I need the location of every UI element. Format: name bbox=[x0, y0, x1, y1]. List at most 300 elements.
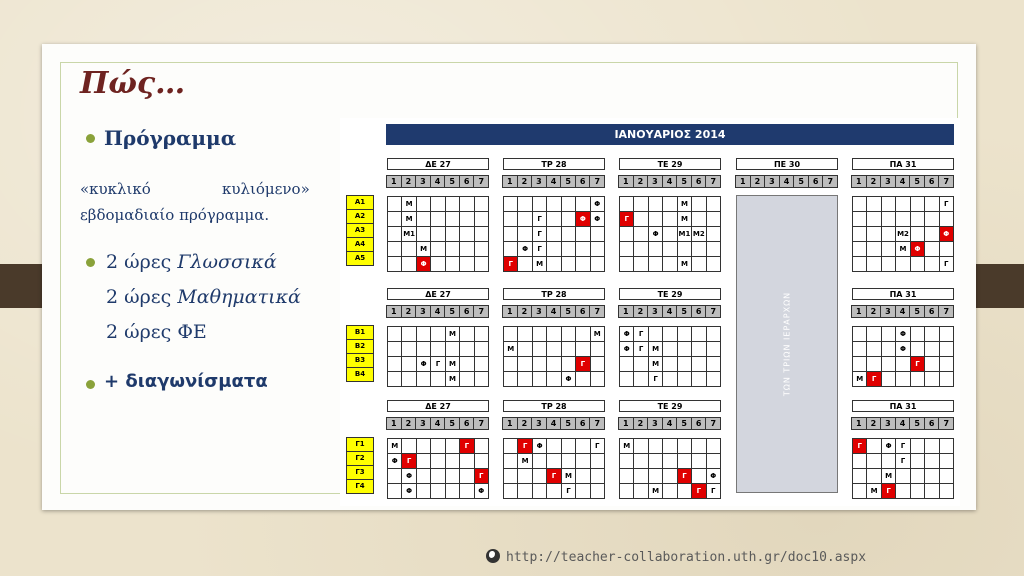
lesson-cell bbox=[504, 439, 518, 454]
class-label: Α4 bbox=[346, 237, 374, 252]
period-header-row bbox=[503, 175, 605, 188]
lesson-cell bbox=[896, 469, 910, 484]
lesson-cell bbox=[663, 372, 677, 387]
subject-math: Μαθηματικά bbox=[177, 286, 301, 308]
test-cell: Γ bbox=[911, 357, 925, 372]
lesson-cell bbox=[388, 227, 402, 242]
day-title: ΔΕ 27 bbox=[387, 288, 489, 300]
lesson-cell bbox=[402, 357, 416, 372]
period-number: 1 bbox=[618, 417, 634, 430]
lesson-cell bbox=[547, 357, 561, 372]
lesson-cell bbox=[911, 257, 925, 272]
class-label-column bbox=[346, 438, 374, 494]
lesson-cell bbox=[388, 357, 402, 372]
lesson-cell bbox=[707, 342, 721, 357]
lesson-cell bbox=[649, 257, 663, 272]
lesson-cell: Μ bbox=[446, 372, 460, 387]
lesson-cell bbox=[940, 469, 954, 484]
lesson-cell bbox=[475, 439, 489, 454]
lesson-cell bbox=[663, 242, 677, 257]
lesson-cell bbox=[853, 257, 867, 272]
lesson-cell bbox=[460, 357, 474, 372]
lesson-cell bbox=[460, 257, 474, 272]
period-header-row bbox=[852, 305, 954, 318]
test-cell: Γ bbox=[692, 484, 706, 499]
lesson-cell bbox=[576, 327, 590, 342]
class-label: Γ3 bbox=[346, 465, 374, 480]
lesson-cell: Μ bbox=[417, 242, 431, 257]
lesson-cell bbox=[707, 372, 721, 387]
lesson-cell bbox=[388, 469, 402, 484]
period-number: 7 bbox=[705, 417, 721, 430]
lesson-cell: Φ bbox=[620, 342, 634, 357]
lesson-cell bbox=[562, 357, 576, 372]
lesson-cell: Φ bbox=[518, 242, 532, 257]
period-number: 4 bbox=[895, 175, 911, 188]
lesson-cell: Μ2 bbox=[692, 227, 706, 242]
day-title: ΠΕ 30 bbox=[736, 158, 838, 170]
period-number: 5 bbox=[444, 417, 460, 430]
lesson-cell bbox=[620, 197, 634, 212]
lesson-cell bbox=[504, 484, 518, 499]
lesson-cell bbox=[896, 257, 910, 272]
lesson-cell bbox=[649, 197, 663, 212]
lesson-cell bbox=[940, 454, 954, 469]
lesson-cell bbox=[663, 227, 677, 242]
lesson-cell bbox=[867, 357, 881, 372]
period-number: 6 bbox=[691, 417, 707, 430]
lesson-cell bbox=[417, 454, 431, 469]
lesson-cell bbox=[504, 227, 518, 242]
period-number: 5 bbox=[444, 305, 460, 318]
test-cell: Γ bbox=[576, 357, 590, 372]
lesson-cell: Μ bbox=[678, 212, 692, 227]
lesson-cell bbox=[417, 372, 431, 387]
day-title: ΤΡ 28 bbox=[503, 288, 605, 300]
lesson-cell bbox=[620, 242, 634, 257]
lesson-cell bbox=[591, 454, 605, 469]
lesson-cell bbox=[431, 212, 445, 227]
lesson-cell bbox=[431, 342, 445, 357]
lesson-cell bbox=[518, 212, 532, 227]
day-title: ΤΡ 28 bbox=[503, 158, 605, 170]
lesson-cell bbox=[475, 357, 489, 372]
slide-title: Πώς… bbox=[80, 66, 186, 101]
period-number: 6 bbox=[575, 417, 591, 430]
lesson-cell bbox=[504, 357, 518, 372]
class-label: Β3 bbox=[346, 353, 374, 368]
day-title: ΠΑ 31 bbox=[852, 288, 954, 300]
lesson-cell bbox=[634, 439, 648, 454]
lesson-cell bbox=[925, 197, 939, 212]
day-title: ΠΑ 31 bbox=[852, 400, 954, 412]
lesson-cell bbox=[692, 439, 706, 454]
lesson-cell bbox=[431, 439, 445, 454]
lesson-cell bbox=[431, 257, 445, 272]
lesson-cell bbox=[475, 227, 489, 242]
lesson-cell bbox=[911, 327, 925, 342]
test-cell: Γ bbox=[475, 469, 489, 484]
lesson-cell: Μ bbox=[649, 357, 663, 372]
lesson-cell bbox=[504, 372, 518, 387]
lesson-cell: Φ bbox=[591, 197, 605, 212]
test-cell: Γ bbox=[867, 372, 881, 387]
period-number: 7 bbox=[822, 175, 838, 188]
lesson-cell: Φ bbox=[620, 327, 634, 342]
lesson-cell bbox=[707, 454, 721, 469]
period-number: 6 bbox=[924, 305, 940, 318]
lesson-cell bbox=[431, 469, 445, 484]
lesson-cell: Μ bbox=[446, 357, 460, 372]
lesson-cell bbox=[533, 342, 547, 357]
period-number: 1 bbox=[502, 305, 518, 318]
lesson-cell: Γ bbox=[634, 327, 648, 342]
period-number: 4 bbox=[546, 175, 562, 188]
period-number: 2 bbox=[866, 305, 882, 318]
period-number: 3 bbox=[880, 175, 896, 188]
lesson-cell bbox=[562, 342, 576, 357]
period-number: 7 bbox=[938, 417, 954, 430]
lesson-cell bbox=[882, 454, 896, 469]
period-number: 4 bbox=[662, 175, 678, 188]
period-number: 5 bbox=[560, 305, 576, 318]
lesson-cell bbox=[663, 342, 677, 357]
lesson-cell bbox=[446, 484, 460, 499]
class-label-column bbox=[346, 326, 374, 382]
lesson-cell: Γ bbox=[940, 257, 954, 272]
lesson-cell: Γ bbox=[649, 372, 663, 387]
lesson-cell bbox=[678, 342, 692, 357]
lesson-cell: Φ bbox=[591, 212, 605, 227]
lesson-cell bbox=[431, 327, 445, 342]
class-label: Α3 bbox=[346, 223, 374, 238]
period-number: 1 bbox=[502, 417, 518, 430]
lesson-cell bbox=[882, 342, 896, 357]
lesson-cell bbox=[925, 227, 939, 242]
day-title: ΔΕ 27 bbox=[387, 400, 489, 412]
lesson-cell bbox=[692, 257, 706, 272]
lesson-cell bbox=[620, 372, 634, 387]
lesson-cell bbox=[547, 439, 561, 454]
lesson-cell bbox=[460, 197, 474, 212]
period-number: 3 bbox=[647, 175, 663, 188]
lesson-cell bbox=[475, 372, 489, 387]
lesson-cell bbox=[388, 484, 402, 499]
lesson-cell bbox=[547, 257, 561, 272]
period-header-row bbox=[387, 305, 489, 318]
period-number: 2 bbox=[866, 417, 882, 430]
lesson-cell bbox=[504, 212, 518, 227]
schedule-grid bbox=[619, 196, 721, 272]
lesson-cell bbox=[460, 212, 474, 227]
test-cell: Γ bbox=[620, 212, 634, 227]
lesson-cell bbox=[634, 242, 648, 257]
lesson-cell bbox=[896, 484, 910, 499]
schedule-grid bbox=[387, 438, 489, 499]
subject-languages: Γλωσσικά bbox=[177, 251, 277, 273]
lesson-cell: Φ bbox=[896, 342, 910, 357]
period-header-row bbox=[619, 417, 721, 430]
lesson-cell: Μ bbox=[620, 439, 634, 454]
lesson-cell bbox=[620, 257, 634, 272]
class-label: Β2 bbox=[346, 339, 374, 354]
hours-math bbox=[106, 286, 301, 308]
lesson-cell: Γ bbox=[634, 342, 648, 357]
period-number: 4 bbox=[430, 305, 446, 318]
lesson-cell bbox=[576, 454, 590, 469]
lesson-cell: Γ bbox=[896, 454, 910, 469]
hours-languages bbox=[106, 251, 277, 273]
lesson-cell bbox=[649, 454, 663, 469]
lesson-cell bbox=[620, 454, 634, 469]
lesson-cell bbox=[475, 327, 489, 342]
lesson-cell bbox=[940, 484, 954, 499]
lesson-cell bbox=[518, 327, 532, 342]
lesson-cell: Φ bbox=[882, 439, 896, 454]
lesson-cell: Μ2 bbox=[896, 227, 910, 242]
lesson-cell bbox=[911, 212, 925, 227]
lesson-cell bbox=[417, 327, 431, 342]
lesson-cell: Φ bbox=[649, 227, 663, 242]
lesson-cell bbox=[475, 197, 489, 212]
lesson-cell bbox=[911, 227, 925, 242]
lesson-cell bbox=[562, 327, 576, 342]
lesson-cell: Φ bbox=[562, 372, 576, 387]
lesson-cell bbox=[678, 439, 692, 454]
lesson-cell bbox=[417, 342, 431, 357]
lesson-cell bbox=[518, 227, 532, 242]
lesson-cell bbox=[678, 372, 692, 387]
period-header-row bbox=[619, 305, 721, 318]
lesson-cell bbox=[402, 242, 416, 257]
period-header-row bbox=[736, 175, 838, 188]
period-number: 7 bbox=[705, 305, 721, 318]
lesson-cell bbox=[533, 197, 547, 212]
schedule-grid bbox=[503, 196, 605, 272]
period-header-row bbox=[852, 417, 954, 430]
lesson-cell bbox=[649, 469, 663, 484]
lesson-cell bbox=[663, 454, 677, 469]
lesson-cell bbox=[663, 357, 677, 372]
lesson-cell bbox=[940, 372, 954, 387]
lesson-cell bbox=[896, 197, 910, 212]
lesson-cell bbox=[562, 439, 576, 454]
period-number: 5 bbox=[909, 175, 925, 188]
period-number: 3 bbox=[415, 417, 431, 430]
hours-science: 2 ώρες ΦΕ bbox=[106, 321, 207, 343]
hours-text: 2 ώρες bbox=[106, 286, 178, 308]
lesson-cell bbox=[620, 227, 634, 242]
lesson-cell bbox=[925, 357, 939, 372]
lesson-cell: Φ bbox=[533, 439, 547, 454]
footer-url: http://teacher-collaboration.uth.gr/doc10.aspx bbox=[506, 550, 867, 565]
period-number: 5 bbox=[560, 417, 576, 430]
lesson-cell bbox=[547, 372, 561, 387]
period-number: 4 bbox=[662, 417, 678, 430]
period-header-row bbox=[619, 175, 721, 188]
lesson-cell bbox=[402, 372, 416, 387]
lesson-cell bbox=[867, 197, 881, 212]
lesson-cell: Φ bbox=[475, 484, 489, 499]
lesson-cell bbox=[562, 257, 576, 272]
lesson-cell bbox=[911, 197, 925, 212]
lesson-cell bbox=[867, 227, 881, 242]
lesson-cell bbox=[853, 469, 867, 484]
period-number: 1 bbox=[502, 175, 518, 188]
lesson-cell bbox=[388, 212, 402, 227]
lesson-cell bbox=[460, 227, 474, 242]
lesson-cell bbox=[576, 257, 590, 272]
lesson-cell bbox=[576, 242, 590, 257]
lesson-cell bbox=[692, 454, 706, 469]
test-cell: Γ bbox=[402, 454, 416, 469]
lesson-cell bbox=[446, 469, 460, 484]
period-number: 3 bbox=[531, 417, 547, 430]
lesson-cell bbox=[417, 469, 431, 484]
lesson-cell bbox=[576, 197, 590, 212]
lesson-cell bbox=[678, 327, 692, 342]
lesson-cell bbox=[925, 342, 939, 357]
lesson-cell bbox=[417, 212, 431, 227]
lesson-cell bbox=[562, 227, 576, 242]
lesson-cell bbox=[882, 197, 896, 212]
lesson-cell bbox=[533, 372, 547, 387]
schedule-grid bbox=[503, 438, 605, 499]
lesson-cell bbox=[707, 227, 721, 242]
lesson-cell bbox=[867, 242, 881, 257]
test-cell: Γ bbox=[460, 439, 474, 454]
footer-link[interactable] bbox=[486, 549, 866, 565]
schedule-grid bbox=[387, 326, 489, 387]
lesson-cell bbox=[707, 242, 721, 257]
lesson-cell bbox=[475, 257, 489, 272]
period-number: 3 bbox=[531, 305, 547, 318]
test-cell: Γ bbox=[547, 469, 561, 484]
lesson-cell bbox=[649, 439, 663, 454]
lesson-cell: Μ bbox=[402, 212, 416, 227]
period-number: 1 bbox=[386, 305, 402, 318]
sub-text-1c: εβδομαδιαίο πρόγραμμα. bbox=[80, 206, 270, 224]
lesson-cell bbox=[620, 484, 634, 499]
lesson-cell bbox=[576, 439, 590, 454]
period-number: 3 bbox=[880, 417, 896, 430]
period-number: 3 bbox=[647, 417, 663, 430]
lesson-cell bbox=[634, 372, 648, 387]
lesson-cell bbox=[460, 242, 474, 257]
lesson-cell bbox=[925, 212, 939, 227]
lesson-cell bbox=[547, 454, 561, 469]
schedule-grid bbox=[387, 196, 489, 272]
lesson-cell bbox=[460, 327, 474, 342]
lesson-cell bbox=[446, 342, 460, 357]
lesson-cell bbox=[853, 197, 867, 212]
lesson-cell: Μ bbox=[882, 469, 896, 484]
period-number: 2 bbox=[401, 305, 417, 318]
period-header-row bbox=[387, 175, 489, 188]
lesson-cell bbox=[707, 197, 721, 212]
lesson-cell bbox=[446, 212, 460, 227]
lesson-cell: Φ bbox=[896, 327, 910, 342]
class-label: Β1 bbox=[346, 325, 374, 340]
test-cell: Γ bbox=[853, 439, 867, 454]
lesson-cell bbox=[533, 357, 547, 372]
lesson-cell bbox=[649, 242, 663, 257]
lesson-cell bbox=[388, 372, 402, 387]
period-number: 5 bbox=[909, 305, 925, 318]
lesson-cell bbox=[533, 454, 547, 469]
lesson-cell bbox=[853, 454, 867, 469]
lesson-cell bbox=[591, 242, 605, 257]
period-number: 4 bbox=[895, 417, 911, 430]
lesson-cell bbox=[547, 327, 561, 342]
period-number: 6 bbox=[459, 175, 475, 188]
lesson-cell: Μ bbox=[504, 342, 518, 357]
lesson-cell bbox=[518, 484, 532, 499]
lesson-cell bbox=[460, 454, 474, 469]
day-title: ΤΕ 29 bbox=[619, 288, 721, 300]
lesson-cell: Μ bbox=[388, 439, 402, 454]
lesson-cell bbox=[518, 357, 532, 372]
lesson-cell bbox=[634, 357, 648, 372]
lesson-cell bbox=[504, 454, 518, 469]
period-number: 2 bbox=[633, 305, 649, 318]
period-number: 4 bbox=[430, 175, 446, 188]
sub-text-1a: «κυκλικό bbox=[80, 180, 151, 198]
period-number: 7 bbox=[938, 305, 954, 318]
period-number: 1 bbox=[851, 175, 867, 188]
holiday-label: ΤΩΝ ΤΡΙΩΝ ΙΕΡΑΡΧΩΝ bbox=[782, 291, 792, 397]
lesson-cell: Μ bbox=[678, 197, 692, 212]
day-title: ΔΕ 27 bbox=[387, 158, 489, 170]
period-number: 7 bbox=[589, 417, 605, 430]
lesson-cell bbox=[576, 227, 590, 242]
lesson-cell bbox=[911, 484, 925, 499]
lesson-cell bbox=[692, 197, 706, 212]
test-cell: Γ bbox=[882, 484, 896, 499]
sub-text-1b: κυλιόμενο» bbox=[222, 180, 310, 198]
lesson-cell: Φ bbox=[402, 484, 416, 499]
lesson-cell: Φ bbox=[388, 454, 402, 469]
lesson-cell bbox=[518, 342, 532, 357]
lesson-cell bbox=[518, 197, 532, 212]
lesson-cell bbox=[925, 257, 939, 272]
schedule-grid bbox=[619, 438, 721, 499]
lesson-cell bbox=[547, 484, 561, 499]
lesson-cell bbox=[663, 257, 677, 272]
lesson-cell bbox=[431, 372, 445, 387]
class-label: Α5 bbox=[346, 251, 374, 266]
lesson-cell bbox=[663, 484, 677, 499]
lesson-cell bbox=[388, 257, 402, 272]
period-number: 5 bbox=[676, 417, 692, 430]
lesson-cell bbox=[896, 372, 910, 387]
period-number: 3 bbox=[415, 305, 431, 318]
lesson-cell bbox=[591, 342, 605, 357]
lesson-cell bbox=[460, 372, 474, 387]
lesson-cell: Μ bbox=[896, 242, 910, 257]
lesson-cell bbox=[896, 357, 910, 372]
period-number: 3 bbox=[647, 305, 663, 318]
lesson-cell bbox=[692, 469, 706, 484]
lesson-cell bbox=[547, 242, 561, 257]
lesson-cell: Μ1 bbox=[678, 227, 692, 242]
lesson-cell bbox=[431, 454, 445, 469]
lesson-cell bbox=[707, 357, 721, 372]
lesson-cell: Μ bbox=[853, 372, 867, 387]
day-title: ΤΕ 29 bbox=[619, 400, 721, 412]
lesson-cell: Μ bbox=[678, 257, 692, 272]
bullet-program: Πρόγραμμα bbox=[104, 126, 237, 150]
